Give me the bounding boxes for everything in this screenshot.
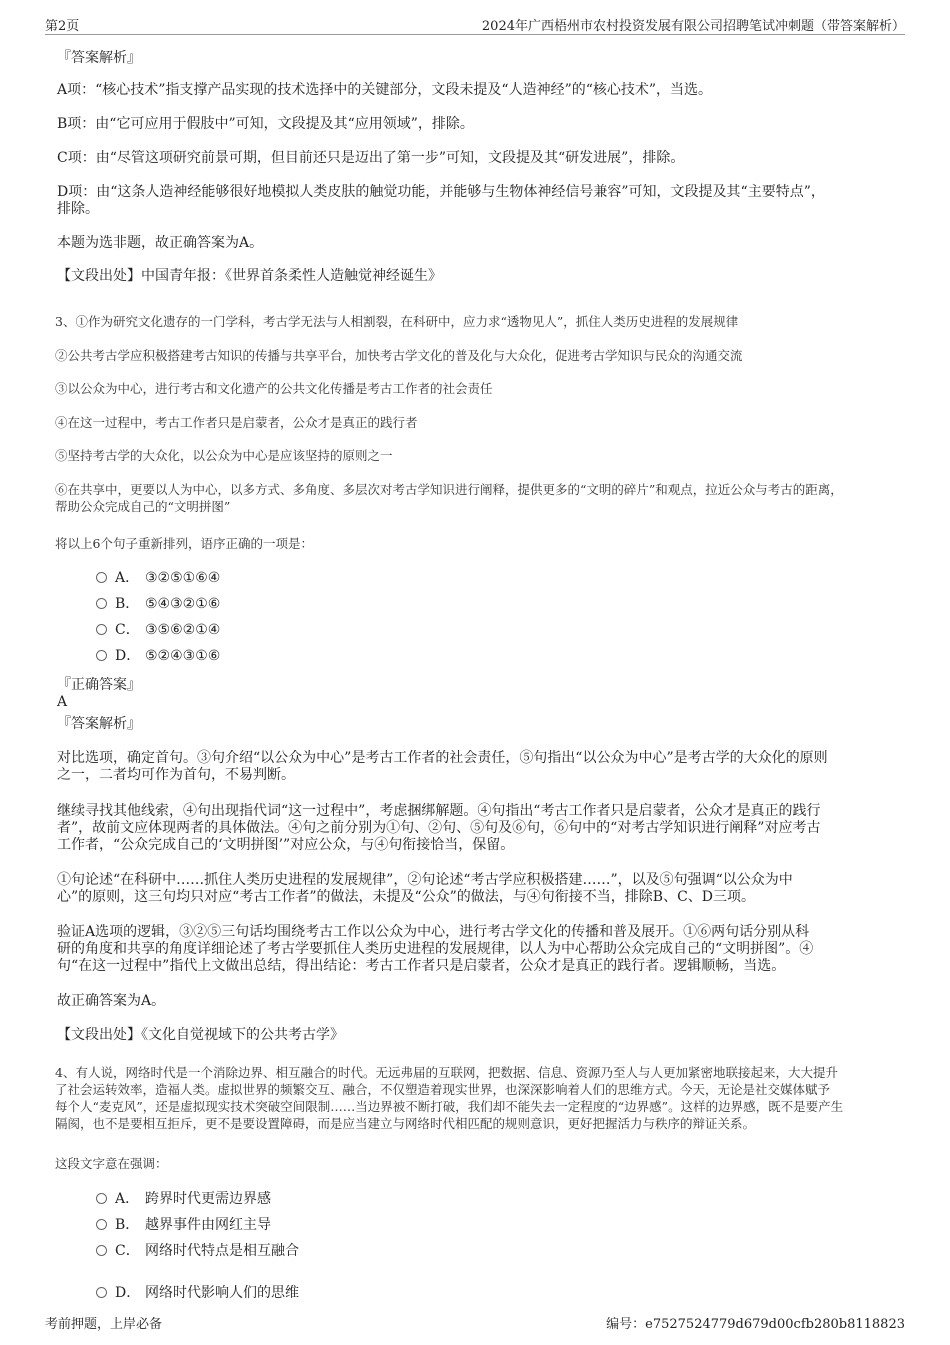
radio-icon[interactable]: [96, 1219, 107, 1230]
radio-icon[interactable]: [96, 1287, 107, 1298]
q4-option-c[interactable]: C． 网络时代特点是相互融合: [96, 1243, 299, 1260]
page-number: 第2页: [45, 19, 80, 34]
q4-option-b[interactable]: B． 越界事件由网红主导: [96, 1217, 271, 1234]
q4-option-a[interactable]: A． 跨界时代更需边界感: [96, 1191, 271, 1208]
q3-sentence-4: ④在这一过程中，考古工作者只是启蒙者，公众才是真正的践行者: [55, 415, 418, 430]
q3-option-d[interactable]: D． ⑤②④③①⑥: [96, 648, 220, 665]
radio-icon[interactable]: [96, 1193, 107, 1204]
answer-conclusion: 本题为选非题，故正确答案为A。: [57, 235, 264, 251]
q4-passage-line1: 4、有人说，网络时代是一个消除边界、相互融合的时代。无远弗届的互联网，把数据、信息、资源乃至人与人更加紧密地联接起来，大大提升: [55, 1065, 838, 1080]
q4-passage-line4: 隔阂，也不是要相互拒斥，更不是要设置障碍，而是应当建立与网络时代相匹配的规则意识，更好把握活力与秩序的辩证关系。: [55, 1116, 756, 1131]
q4-prompt: 这段文字意在强调：: [55, 1156, 168, 1171]
q3-sentence-6-line2: 帮助公众完成自己的“文明拼图”: [55, 499, 231, 514]
analysis-p3-line2: 心”的原则，这三句均只对应“考古工作者”的做法，未提及“公众”的做法，与④句衔接不当，排除B、C、D三项。: [57, 889, 756, 905]
q4-passage-line2: 了社会运转效率，造福人类。虚拟世界的频繁交互、融合，不仅塑造着现实世界，也深深影响着人们的思维方式。今天，无论是社交媒体赋予: [55, 1082, 831, 1097]
radio-icon[interactable]: [96, 572, 107, 583]
analysis-option-c: C项：由“尽管这项研究前景可期，但目前还只是迈出了第一步”可知，文段提及其“研发进展”，排除。: [57, 150, 685, 166]
analysis-option-a: A项：“核心技术”指支撑产品实现的技术选择中的关键部分，文段未提及“人造神经”的“核心技术”，当选。: [57, 82, 713, 98]
analysis-option-d-line2: 排除。: [57, 201, 99, 217]
q3-option-c[interactable]: C． ③⑤⑥②①④: [96, 622, 220, 639]
page-header: [45, 12, 905, 35]
q3-sentence-2: ②公共考古学应积极搭建考古知识的传播与共享平台，加快考古学文化的普及化与大众化，促进考古学知识与民众的沟通交流: [55, 348, 743, 363]
q3-prompt: 将以上6个句子重新排列，语序正确的一项是：: [55, 536, 313, 551]
q4-option-d[interactable]: D． 网络时代影响人们的思维: [96, 1285, 299, 1302]
analysis-option-b: B项：由“它可应用于假肢中”可知，文段提及其“应用领域”，排除。: [57, 116, 474, 132]
analysis-p2-line1: 继续寻找其他线索，④句出现指代词“这一过程中”，考虑捆绑解题。④句指出“考古工作者只是启蒙者，公众才是真正的践行: [57, 803, 821, 819]
analysis-p2-line2: 者”，故前文应体现两者的具体做法。④句之前分别为①句、②句、⑤句及⑥句，⑥句中的“对考古学知识进行阐释”对应考古: [57, 820, 821, 836]
q3-sentence-3: ③以公众为中心，进行考古和文化遗产的公共文化传播是考古工作者的社会责任: [55, 381, 493, 396]
analysis-p3-line1: ①句论述“在科研中……抓住人类历史进程的发展规律”，②句论述“考古学应积极搭建……”，以及⑤句强调“以公众为中: [57, 872, 793, 888]
radio-icon[interactable]: [96, 624, 107, 635]
document-title: 2024年广西梧州市农村投资发展有限公司招聘笔试冲刺题（带答案解析）: [481, 19, 905, 34]
analysis-label: 『答案解析』: [57, 50, 141, 66]
answer-conclusion: 故正确答案为A。: [57, 993, 166, 1009]
q3-option-a[interactable]: A． ③②⑤①⑥④: [96, 570, 220, 587]
source-citation: 【文段出处】《文化自觉视域下的公共考古学》: [57, 1027, 344, 1043]
analysis-p4-line3: 句“在这一过程中”指代上文做出总结，得出结论：考古工作者只是启蒙者，公众才是真正的践行者。逻辑顺畅，当选。: [57, 958, 786, 974]
radio-icon[interactable]: [96, 650, 107, 661]
source-citation: 【文段出处】中国青年报：《世界首条柔性人造触觉神经诞生》: [57, 268, 442, 284]
q3-option-b[interactable]: B． ⑤④③②①⑥: [96, 596, 220, 613]
q3-sentence-1: 3、①作为研究文化遗存的一门学科，考古学无法与人相割裂，在科研中，应力求“透物见人”，抓住人类历史进程的发展规律: [55, 314, 739, 329]
footer-slogan: 考前押题，上岸必备: [45, 1317, 163, 1332]
radio-icon[interactable]: [96, 1245, 107, 1256]
q3-sentence-6-line1: ⑥在共享中，更要以人为中心，以多方式、多角度、多层次对考古学知识进行阐释，提供更多的“文明的碎片”和观点，拉近公众与考古的距离，: [55, 482, 843, 497]
analysis-option-d-line1: D项：由“这条人造神经能够很好地模拟人类皮肤的触觉功能，并能够与生物体神经信号兼容”可知，文段提及其“主要特点”，: [57, 184, 825, 200]
correct-answer-label: 『正确答案』: [57, 677, 141, 693]
radio-icon[interactable]: [96, 598, 107, 609]
analysis-p2-line3: 工作者，“公众完成自己的‘文明拼图’”对应公众，与④句衔接恰当，保留。: [57, 837, 515, 853]
analysis-p1-line2: 之一，二者均可作为首句，不易判断。: [57, 767, 295, 783]
analysis-p4-line1: 验证A选项的逻辑，③②⑤三句话均围绕考古工作以公众为中心，进行考古学文化的传播和普及展开。①⑥两句话分别从科: [57, 924, 810, 940]
q4-passage-line3: 每个人“麦克风”，还是虚拟现实技术突破空间限制……当边界被不断打破，我们却不能失去一定程度的“边界感”。这样的边界感，既不是要产生: [55, 1099, 844, 1114]
analysis-p4-line2: 研的角度和共享的角度详细论述了考古学要抓住人类历史进程的发展规律，以人为中心帮助公众完成自己的“文明拼图”。④: [57, 941, 814, 957]
document-id: 编号：e7527524779d679d00cfb280b8118823: [606, 1317, 905, 1332]
correct-answer: A: [57, 694, 68, 710]
q3-sentence-5: ⑤坚持考古学的大众化，以公众为中心是应该坚持的原则之一: [55, 448, 393, 463]
analysis-label: 『答案解析』: [57, 716, 141, 732]
analysis-p1-line1: 对比选项，确定首句。③句介绍“以公众为中心”是考古工作者的社会责任，⑤句指出“以公众为中心”是考古学的大众化的原则: [57, 750, 828, 766]
